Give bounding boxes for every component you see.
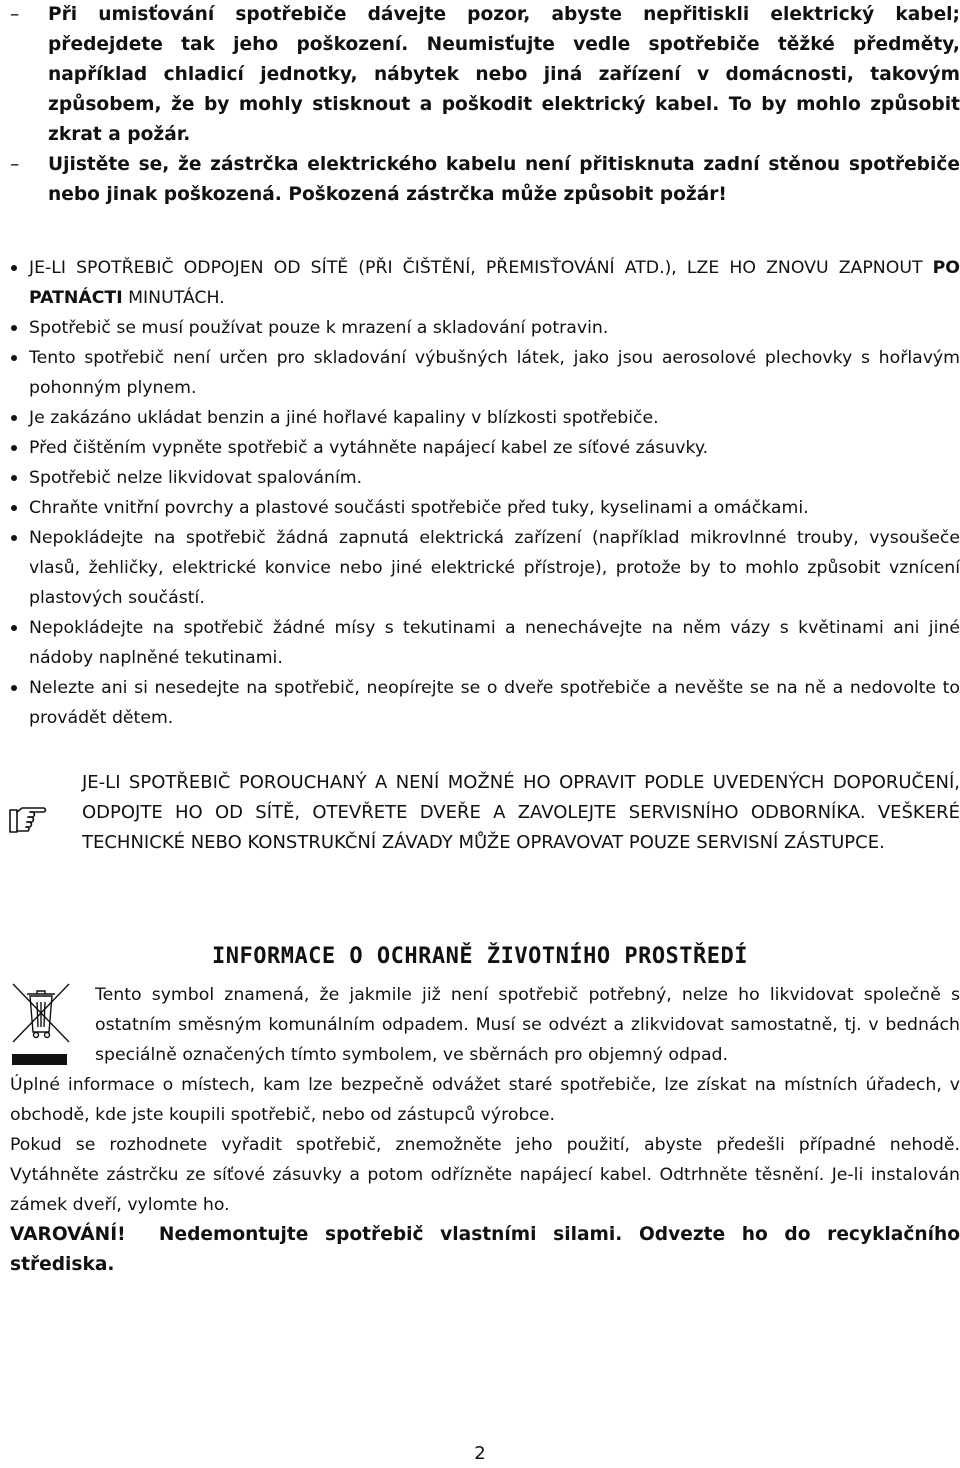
recycling-warning bbox=[10, 1220, 960, 1280]
warning-label: VAROVÁNÍ! bbox=[10, 1224, 126, 1245]
bullet-text: MINUTÁCH. bbox=[122, 288, 225, 308]
warning-dash-item-1 bbox=[10, 0, 960, 150]
page-number: 2 bbox=[474, 1443, 486, 1464]
dash-mark: – bbox=[10, 4, 20, 25]
warning-text: Nedemontujte spotřebič vlastními silami. Odvezte ho do recyklačního střediska. bbox=[10, 1224, 960, 1275]
safety-bullet-list bbox=[10, 253, 960, 733]
warning-dash-text: Při umisťování spotřebiče dávejte pozor, abyste nepřitiskli elektrický kabel; předejdete tak jeho poškození. Neumisťujte vedle spotřebiče těžké předměty, například chladicí jednotky, nábytek nebo jiná zařízení v domácnosti, takovým způsobem, že by mohly stisknout a poškodit elektrický kabel. To by mohlo způsobit zkrat a požár. bbox=[48, 4, 960, 145]
environment-paragraph: Pokud se rozhodnete vyřadit spotřebič, znemožněte jeho použití, abyste předešli případné nehodě. Vytáhněte zástrčku ze síťové zásuvky a potom odřízněte napájecí kabel. Odtrhněte těsnění. Je-li instalován zámek dveří, vylomte ho. bbox=[10, 1135, 960, 1215]
list-item: Tento spotřebič není určen pro skladování výbušných látek, jako jsou aerosolové plechovky s hořlavým pohonným plynem. bbox=[10, 343, 960, 403]
environment-text-block bbox=[10, 980, 960, 1280]
list-item: Spotřebič nelze likvidovat spalováním. bbox=[10, 463, 960, 493]
list-item: Chraňte vnitřní povrchy a plastové součásti spotřebiče před tuky, kyselinami a omáčkami. bbox=[10, 493, 960, 523]
bin-icon-space bbox=[10, 980, 95, 1070]
environment-paragraph: Úplné informace o místech, kam lze bezpečně odvážet staré spotřebiče, lze získat na místních úřadech, v obchodě, kde jste koupili spotřebič, nebo od zástupců výrobce. bbox=[10, 1075, 960, 1125]
bullet-text: JE-LI SPOTŘEBIČ ODPOJEN OD SÍTĚ (PŘI ČIŠTĚNÍ, PŘEMISŤOVÁNÍ ATD.), LZE HO ZNOVU ZAPNOUT bbox=[29, 258, 933, 278]
list-item: Nepokládejte na spotřebič žádná zapnutá elektrická zařízení (například mikrovlnné trouby, vysoušeče vlasů, žehličky, elektrické konvice nebo jiné elektrické přístroje), protože by to mohlo způsobit vznícení plastových součástí. bbox=[10, 523, 960, 613]
bullet-bold-text: PO PATNÁCTI bbox=[29, 258, 960, 308]
list-item bbox=[10, 253, 960, 313]
list-item: Nepokládejte na spotřebič žádné mísy s tekutinami a nenechávejte na něm vázy s květinami ani jiné nádoby naplněné tekutinami. bbox=[10, 613, 960, 673]
pointing-hand-icon bbox=[8, 800, 48, 834]
list-item: Spotřebič se musí používat pouze k mrazení a skladování potravin. bbox=[10, 313, 960, 343]
warning-dash-item-2 bbox=[10, 150, 960, 210]
list-item: Před čištěním vypněte spotřebič a vytáhněte napájecí kabel ze síťové zásuvky. bbox=[10, 433, 960, 463]
service-notice: JE-LI SPOTŘEBIČ POROUCHANÝ A NENÍ MOŽNÉ HO OPRAVIT PODLE UVEDENÝCH DOPORUČENÍ, ODPOJTE HO OD SÍTĚ, OTEVŘETE DVEŘE A ZAVOLEJTE SERVISNÍHO ODBORNÍKA. VEŠKERÉ TECHNICKÉ NEBO KONSTRUKČNÍ ZÁVADY MŮŽE OPRAVOVAT POUZE SERVISNÍ ZÁSTUPCE. bbox=[82, 772, 960, 853]
list-item: Je zakázáno ukládat benzin a jiné hořlavé kapaliny v blízkosti spotřebiče. bbox=[10, 403, 960, 433]
environment-section-title: INFORMACE O OCHRANĚ ŽIVOTNÍHO PROSTŘEDÍ bbox=[211, 944, 749, 969]
dash-mark: – bbox=[10, 154, 20, 175]
environment-paragraph: Tento symbol znamená, že jakmile již není spotřebič potřebný, nelze ho likvidovat společně s ostatním směsným komunálním odpadem. Musí se odvézt a zlikvidovat samostatně, tj. v bednách speciálně označených tímto symbolem, ve sběrnách pro objemný odpad. bbox=[95, 985, 960, 1065]
warning-dash-text: Ujistěte se, že zástrčka elektrického kabelu není přitisknuta zadní stěnou spotřebiče nebo jinak poškozená. Poškozená zástrčka může způsobit požár! bbox=[48, 154, 960, 205]
list-item: Nelezte ani si nesedejte na spotřebič, neopírejte se o dveře spotřebiče a nevěšte se na ně a nedovolte to provádět dětem. bbox=[10, 673, 960, 733]
